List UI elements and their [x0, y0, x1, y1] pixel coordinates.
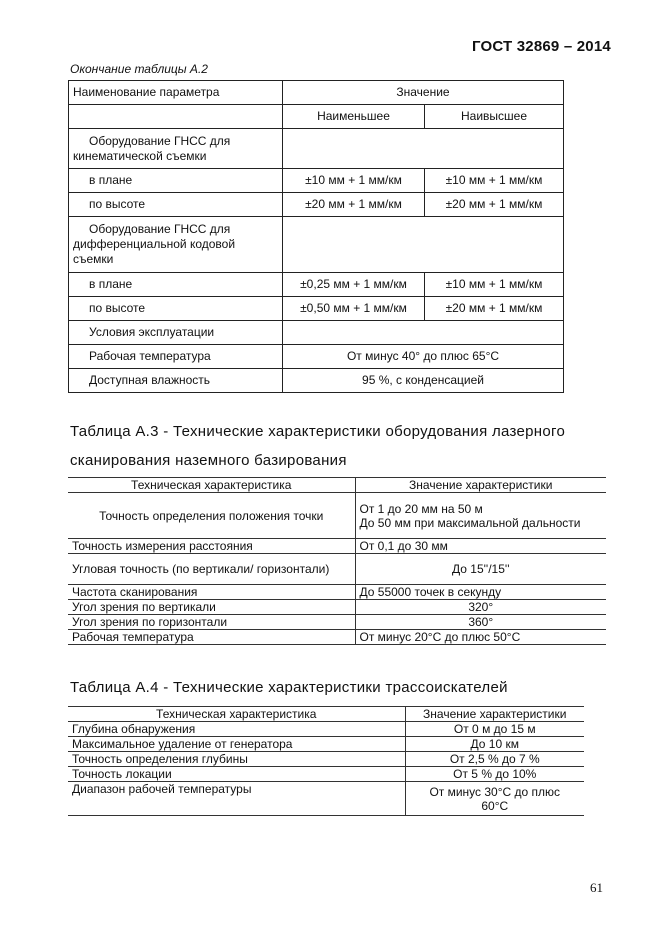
row-label: Точность локации	[68, 767, 405, 782]
row-value: 360°	[355, 615, 606, 630]
row-value: До 10 км	[405, 737, 584, 752]
col-header-value: Значение характеристики	[355, 478, 606, 493]
row-value: 320°	[355, 600, 606, 615]
row-merged-value: 95 %, с конденсацией	[283, 369, 564, 393]
row-min: ±10 мм + 1 мм/км	[283, 169, 425, 193]
table-row	[68, 539, 606, 554]
table-row	[69, 369, 564, 393]
row-value: От 2,5 % до 7 %	[405, 752, 584, 767]
row-max: ±20 мм + 1 мм/км	[425, 193, 564, 217]
table-header-row	[68, 707, 584, 722]
row-value: От минус 30°С до плюс 60°С	[405, 782, 584, 816]
row-label: Частота сканирования	[68, 585, 355, 600]
row-label: Рабочая температура	[69, 345, 283, 369]
page-number: 61	[590, 880, 603, 895]
table-row	[68, 737, 584, 752]
table-a4-title: Таблица А.4 - Технические характеристики трассоискателей	[70, 679, 508, 696]
table-a4	[68, 706, 584, 816]
row-min: ±20 мм + 1 мм/км	[283, 193, 425, 217]
table-row	[68, 752, 584, 767]
row-value-empty	[283, 321, 564, 345]
row-max: ±20 мм + 1 мм/км	[425, 297, 564, 321]
col-header-min: Наименьшее	[283, 105, 425, 129]
row-value: До 15''/15''	[355, 554, 606, 585]
col-header-characteristic: Техническая характеристика	[68, 707, 405, 722]
row-label: Угол зрения по горизонтали	[68, 615, 355, 630]
row-label: по высоте	[69, 193, 283, 217]
table-row	[68, 630, 606, 645]
row-value: От 0,1 до 30 мм	[355, 539, 606, 554]
table-row	[69, 129, 564, 169]
table-a3-title-line2: сканирования наземного базирования	[70, 452, 347, 469]
table-subheader-row	[69, 105, 564, 129]
table-row	[69, 297, 564, 321]
row-label: Точность измерения расстояния	[68, 539, 355, 554]
table-row	[68, 493, 606, 539]
row-label: Диапазон рабочей температуры	[68, 782, 405, 816]
table-row	[68, 722, 584, 737]
row-label: по высоте	[69, 297, 283, 321]
row-max: ±10 мм + 1 мм/км	[425, 273, 564, 297]
row-value-empty	[283, 217, 564, 273]
row-value: От минус 20°С до плюс 50°С	[355, 630, 606, 645]
col-header-param: Наименование параметра	[69, 81, 283, 105]
table-header-row	[68, 478, 606, 493]
table-header-row	[69, 81, 564, 105]
col-header-value: Значение	[283, 81, 564, 105]
table-row	[69, 345, 564, 369]
table-row	[68, 585, 606, 600]
table-a2	[68, 80, 564, 393]
table-row	[69, 273, 564, 297]
row-label: Угол зрения по вертикали	[68, 600, 355, 615]
row-label: Рабочая температура	[68, 630, 355, 645]
row-label: в плане	[69, 273, 283, 297]
col-header-value: Значение характеристики	[405, 707, 584, 722]
table-row	[69, 193, 564, 217]
table-a2-caption: Окончание таблицы А.2	[70, 62, 208, 76]
row-value: До 55000 точек в секунду	[355, 585, 606, 600]
row-value: От 5 % до 10%	[405, 767, 584, 782]
row-merged-value: От минус 40° до плюс 65°С	[283, 345, 564, 369]
col-header-characteristic: Техническая характеристика	[68, 478, 355, 493]
row-min: ±0,25 мм + 1 мм/км	[283, 273, 425, 297]
row-label: Максимальное удаление от генератора	[68, 737, 405, 752]
table-row	[68, 600, 606, 615]
row-value: От 0 м до 15 м	[405, 722, 584, 737]
row-label: Точность определения глубины	[68, 752, 405, 767]
row-label: Точность определения положения точки	[68, 493, 355, 539]
table-row	[69, 169, 564, 193]
row-value-empty	[283, 129, 564, 169]
col-header-max: Наивысшее	[425, 105, 564, 129]
col-header-empty	[69, 105, 283, 129]
table-row	[68, 782, 584, 816]
table-a3	[68, 477, 606, 645]
row-value: От 1 до 20 мм на 50 м До 50 мм при максимальной дальности	[355, 493, 606, 539]
table-row	[68, 554, 606, 585]
row-max: ±10 мм + 1 мм/км	[425, 169, 564, 193]
table-row	[69, 321, 564, 345]
row-label: Условия эксплуатации	[69, 321, 283, 345]
row-label: Доступная влажность	[69, 369, 283, 393]
table-a3-title-line1: Таблица А.3 - Технические характеристики оборудования лазерного	[70, 423, 566, 440]
row-label: в плане	[69, 169, 283, 193]
table-row	[68, 767, 584, 782]
row-label: Оборудование ГНСС для кинематической съемки	[69, 129, 283, 169]
row-label: Угловая точность (по вертикали/ горизонтали)	[68, 554, 355, 585]
row-label: Оборудование ГНСС для дифференциальной кодовой съемки	[69, 217, 283, 273]
table-row	[69, 217, 564, 273]
standard-header: ГОСТ 32869 – 2014	[472, 38, 611, 55]
table-row	[68, 615, 606, 630]
row-label: Глубина обнаружения	[68, 722, 405, 737]
row-min: ±0,50 мм + 1 мм/км	[283, 297, 425, 321]
